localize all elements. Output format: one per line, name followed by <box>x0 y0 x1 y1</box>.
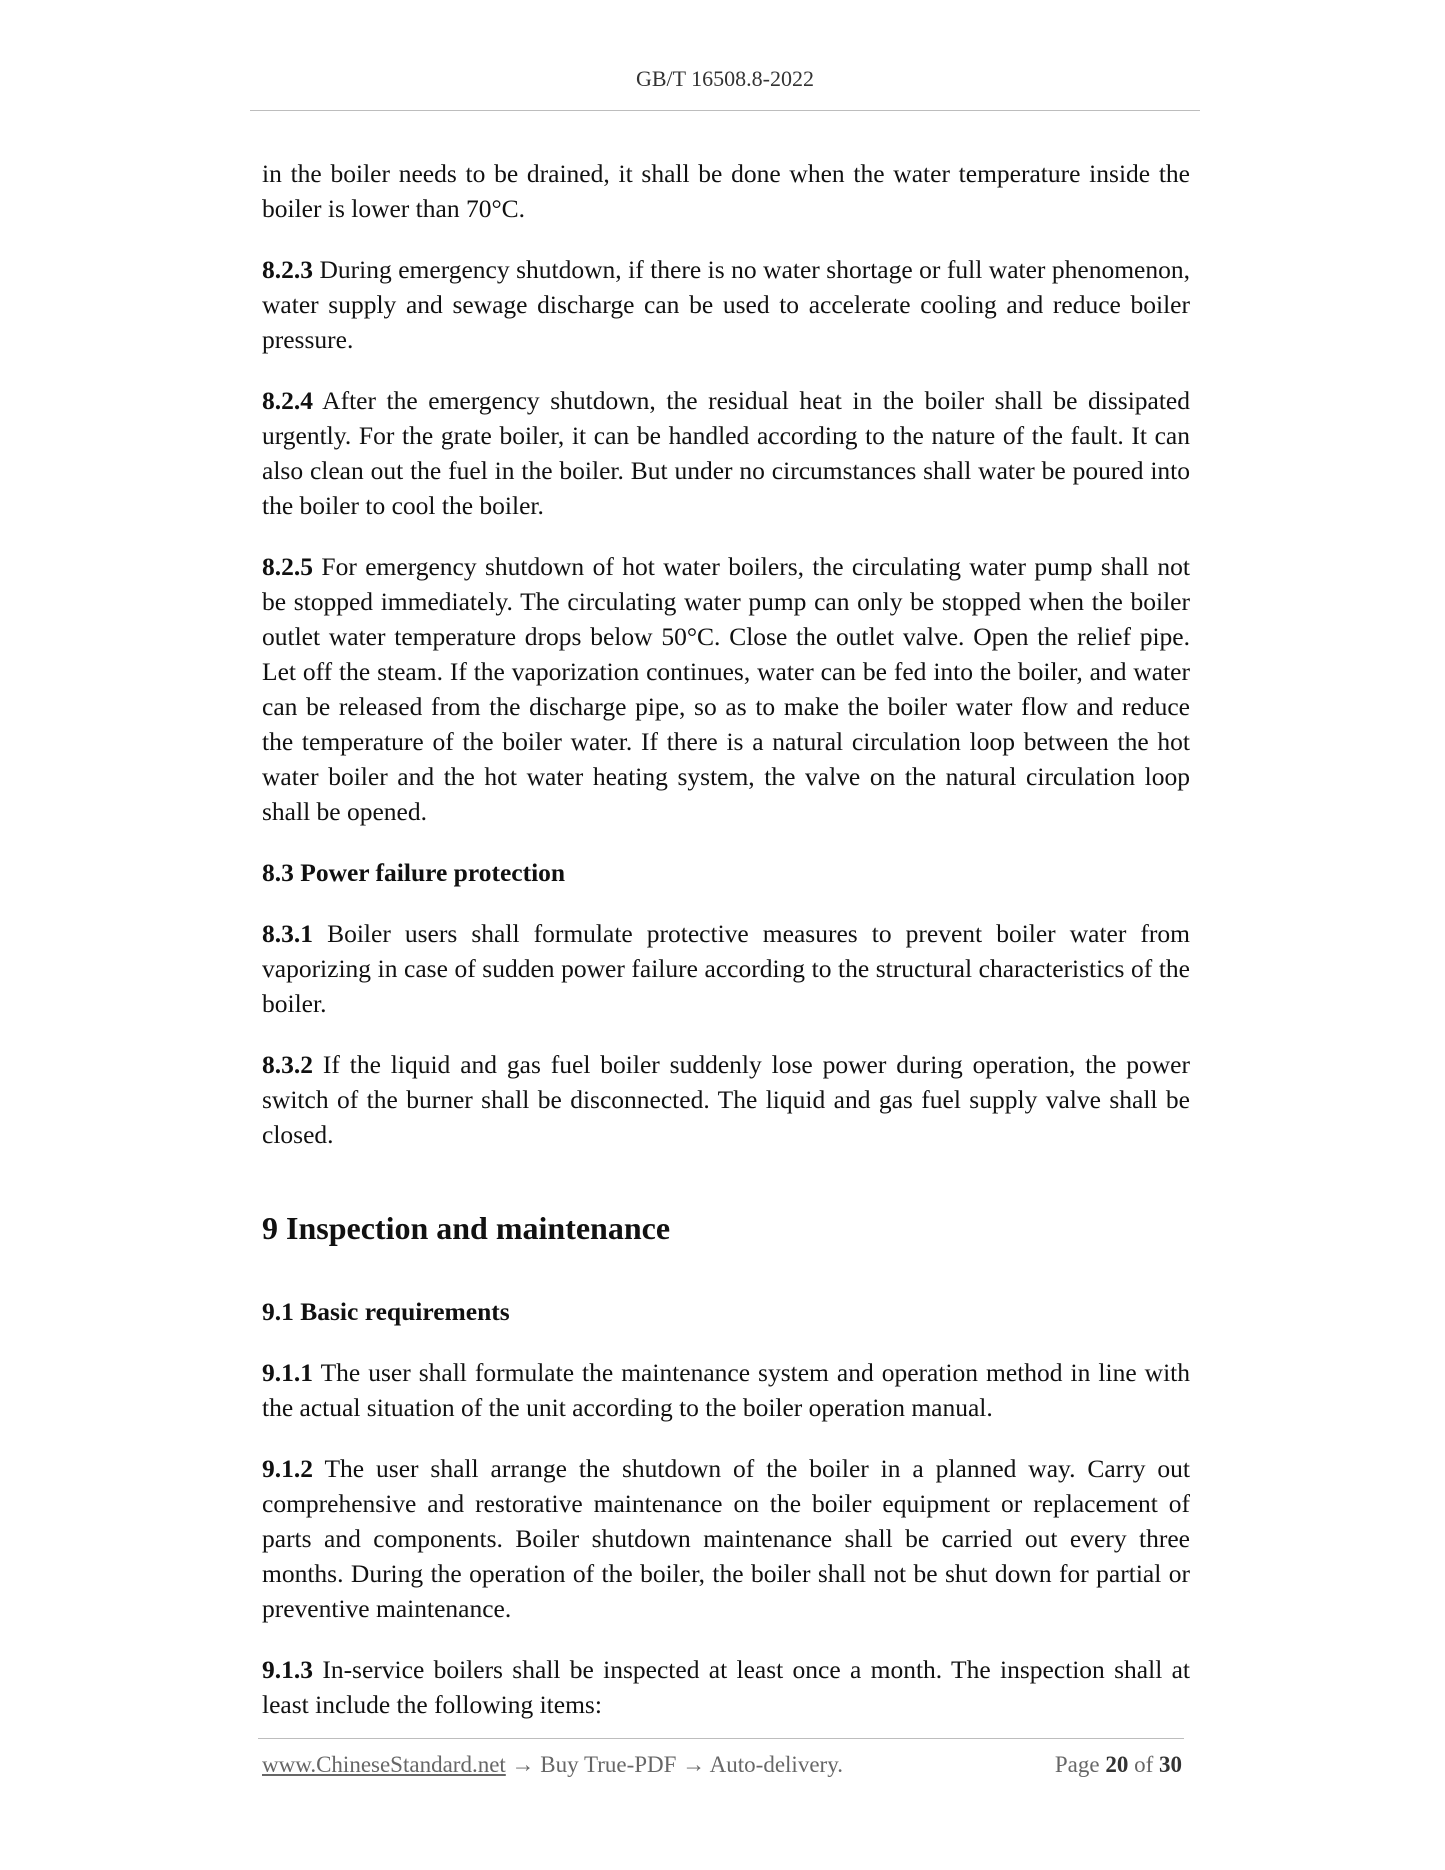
clause-text: If the liquid and gas fuel boiler suddenly lose power during operation, the power switch of the burner shall be disconnected. The liquid and gas fuel supply valve shall be closed. <box>262 1050 1190 1149</box>
page-footer <box>262 1752 1182 1778</box>
chapter-heading-9: 9 Inspection and maintenance <box>262 1210 671 1246</box>
clause-text: Boiler users shall formulate protective measures to prevent boiler water from vaporizing in case of sudden power failure according to the structural characteristics of the boiler. <box>262 919 1191 1018</box>
document-body <box>262 156 1190 1748</box>
arrow-right-icon: → <box>511 1752 535 1777</box>
clause-text: For emergency shutdown of hot water boilers, the circulating water pump shall not be stopped immediately. The circulating water pump can only be stopped when the boiler outlet water temperature drops below 50°C. Close the outlet valve. Open the relief pipe. Let off the steam. If the vaporization continues, water can be fed into the boiler, and water can be released from the discharge pipe, so as to make the boiler water flow and reduce the temperature of the boiler water. If there is a natural circulation loop between the hot water boiler and the hot water heating system, the valve on the natural circulation loop shall be opened. <box>262 552 1191 826</box>
clause-8-2-3 <box>262 252 1190 357</box>
clause-8-3-1 <box>262 916 1190 1021</box>
clause-number: 8.3.2 <box>262 1050 313 1079</box>
clause-number: 9.1.2 <box>262 1454 313 1483</box>
page-header-title: GB/T 16508.8-2022 <box>635 66 815 91</box>
clause-number: 9.1.1 <box>262 1358 313 1387</box>
page-number <box>1055 1752 1182 1778</box>
header-divider <box>250 110 1200 111</box>
footer-buy-text: Buy True-PDF <box>540 1752 677 1777</box>
footer-delivery-text: Auto-delivery. <box>709 1752 843 1777</box>
section-heading-9-1: 9.1 Basic requirements <box>262 1297 510 1326</box>
paragraph-text: in the boiler needs to be drained, it shall be done when the water temperature inside the boiler is lower than 70°C. <box>262 159 1190 223</box>
arrow-right-icon: → <box>682 1752 706 1777</box>
paragraph-continuation <box>262 156 1190 226</box>
section-heading-8-3: 8.3 Power failure protection <box>262 858 566 887</box>
website-link[interactable]: www.ChineseStandard.net <box>262 1752 506 1777</box>
clause-number: 8.2.4 <box>262 386 313 415</box>
clause-9-1-1 <box>262 1355 1190 1425</box>
clause-text: In-service boilers shall be inspected at least once a month. The inspection shall at least include the following items: <box>262 1655 1191 1719</box>
clause-text: The user shall arrange the shutdown of the boiler in a planned way. Carry out comprehensive and restorative maintenance on the boiler equipment or replacement of parts and components. Boiler shutdown maintenance shall be carried out every three months. During the operation of the boiler, the boiler shall not be shut down for partial or preventive maintenance. <box>262 1454 1190 1623</box>
clause-9-1-3 <box>262 1652 1190 1722</box>
clause-number: 8.2.3 <box>262 255 313 284</box>
clause-8-3-2 <box>262 1047 1190 1152</box>
total-pages: 30 <box>1159 1752 1182 1777</box>
clause-9-1-2 <box>262 1451 1190 1626</box>
footer-divider <box>258 1738 1184 1739</box>
clause-8-2-5 <box>262 549 1190 829</box>
current-page: 20 <box>1105 1752 1129 1777</box>
footer-promo <box>262 1752 843 1778</box>
clause-text: The user shall formulate the maintenance system and operation method in line with the actual situation of the unit according to the boiler operation manual. <box>262 1358 1190 1422</box>
of-label: of <box>1134 1752 1154 1777</box>
clause-text: After the emergency shutdown, the residual heat in the boiler shall be dissipated urgently. For the grate boiler, it can be handled according to the nature of the fault. It can also clean out the fuel in the boiler. But under no circumstances shall water be poured into the boiler to cool the boiler. <box>262 386 1190 520</box>
page-label: Page <box>1054 1752 1100 1777</box>
clause-8-2-4 <box>262 383 1190 523</box>
clause-number: 9.1.3 <box>262 1655 313 1684</box>
clause-text: During emergency shutdown, if there is no water shortage or full water phenomenon, water supply and sewage discharge can be used to accelerate cooling and reduce boiler pressure. <box>262 255 1191 354</box>
clause-number: 8.2.5 <box>262 552 313 581</box>
clause-number: 8.3.1 <box>262 919 313 948</box>
